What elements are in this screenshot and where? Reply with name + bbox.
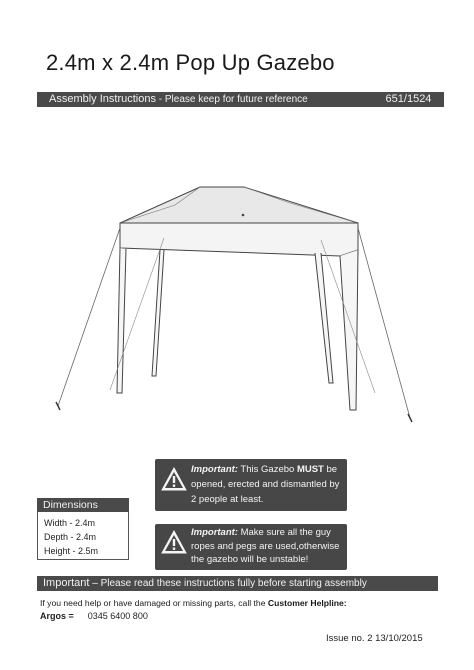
guy-rope [358,228,410,418]
important-label: Important [43,577,90,589]
helpline-label: Customer Helpline: [267,598,347,608]
assembly-instructions-label: Assembly Instructions [49,93,156,105]
warning-2-text: Make sure all the guy ropes and pegs are used,otherwise the gazebo will be unstable! [191,527,340,565]
peg [408,414,412,422]
argos-label: Argos = [40,611,74,621]
dimension-height: Height - 2.5m [44,546,99,556]
gazebo-leg-front-right [340,250,358,410]
issue-number: Issue no. 2 13/10/2015 [326,633,423,644]
warning-triangle-icon [161,467,187,491]
warning-1-label: Important: [191,464,238,475]
dimensions-heading: Dimensions [37,498,129,512]
dimensions-box [37,512,129,560]
warning-2-label: Important: [191,527,238,538]
warning-triangle-icon [161,530,187,554]
gazebo-leg-back-right [315,253,333,383]
peg [56,402,60,410]
gazebo-illustration [40,178,440,428]
product-code: 651/1524 [373,92,444,107]
guy-rope [58,228,120,406]
gazebo-valance [120,223,358,256]
assembly-instructions-sub: - Please keep for future reference [155,94,308,105]
gazebo-leg-back-left [152,250,164,376]
argos-phone [40,611,148,621]
dimension-depth: Depth - 2.4m [44,532,97,542]
important-bar [37,576,438,591]
helpline-text [40,598,347,608]
dimension-width: Width - 2.4m [44,518,96,528]
gazebo-leg-front-left [117,248,126,393]
warning-1-text-c: be opened, erected and dismantled by 2 people at least. [191,464,340,505]
gazebo-roof [120,187,358,223]
assembly-instructions-bar [37,92,379,107]
warning-two-people [155,459,347,511]
important-sub: – Please read these instructions fully before starting assembly [89,578,367,589]
warning-1-text-b: MUST [296,464,324,475]
warning-1-text-a: This Gazebo [237,464,297,475]
phone-number: 0345 6400 800 [87,611,148,621]
warning-guy-ropes [155,524,347,570]
helpline-text-body: If you need help or have damaged or missing parts, call the [40,598,268,608]
page-title: 2.4m x 2.4m Pop Up Gazebo [46,50,335,75]
